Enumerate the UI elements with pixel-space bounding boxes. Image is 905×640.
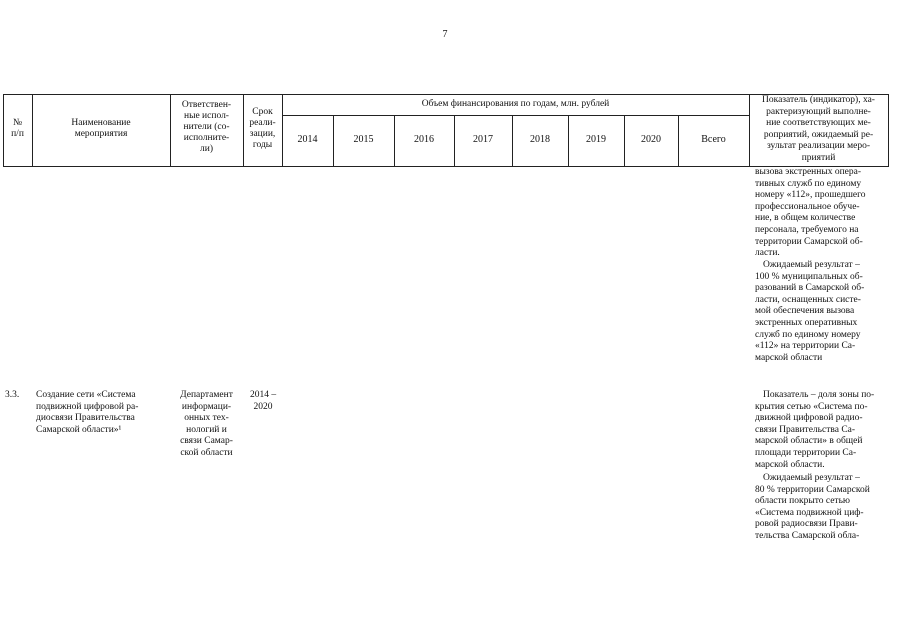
year-2020: 2020 <box>641 134 661 145</box>
year-2019: 2019 <box>586 134 606 145</box>
year-2014: 2014 <box>297 134 318 145</box>
header-responsible: Ответствен- ные испол- нители (со- исполните- ли) <box>181 100 232 154</box>
header-funding-title: Объем финансирования по годам, млн. рублей <box>421 99 610 109</box>
year-2018: 2018 <box>530 134 550 145</box>
year-2015: 2015 <box>353 134 374 145</box>
page-number: 7 <box>442 29 448 40</box>
row-term: 2014 – 2020 <box>249 390 277 412</box>
row-number: 3.3. <box>5 390 20 400</box>
row-name: Создание сети «Система подвижной цифровой ра- диосвязи Правительства Самарской области»¹ <box>36 390 139 435</box>
header-term: Срок реали- зации, годы <box>249 107 276 150</box>
year-2016: 2016 <box>414 134 434 145</box>
header-name: Наименование мероприятия <box>71 118 131 139</box>
header-indicator: Показатель (индикатор), ха- рактеризующий выполне- ние соответствующих ме- роприятий, ожидаемый ре- зультат реализации меро- приятий <box>762 95 875 163</box>
header-num: № п/п <box>11 118 24 139</box>
row-expected-result: Ожидаемый результат – 80 % территории Самарской области покрыто сетью «Система подвижной циф- ровой радиосвязи Прави- тельства Самарской обла- <box>755 473 870 541</box>
expected-result-1: Ожидаемый результат – 100 % муниципальных об- разований в Самарской об- ласти, оснащенных систе- мой обеспечения вызова экстренных оперативных служб по единому номеру «112» на территории Са- марской области <box>755 260 865 363</box>
row-indicator: Показатель – доля зоны по- крытия сетью «Система по- движной цифровой радио- связи Правительства Са- марской области» в общей площади территории Са- марской области. <box>755 390 875 470</box>
year-2017: 2017 <box>473 134 493 145</box>
row-responsible: Департамент информаци- онных тех- нологий и связи Самар- ской области <box>180 390 233 458</box>
year-total: Всего <box>701 134 726 145</box>
continuation-indicator: вызова экстренных опера- тивных служб по единому номеру «112», прошедшего профессиональное обуче- ние, в общем количестве персонала, требуемого на территории Самарской об- ласти. <box>755 167 866 259</box>
